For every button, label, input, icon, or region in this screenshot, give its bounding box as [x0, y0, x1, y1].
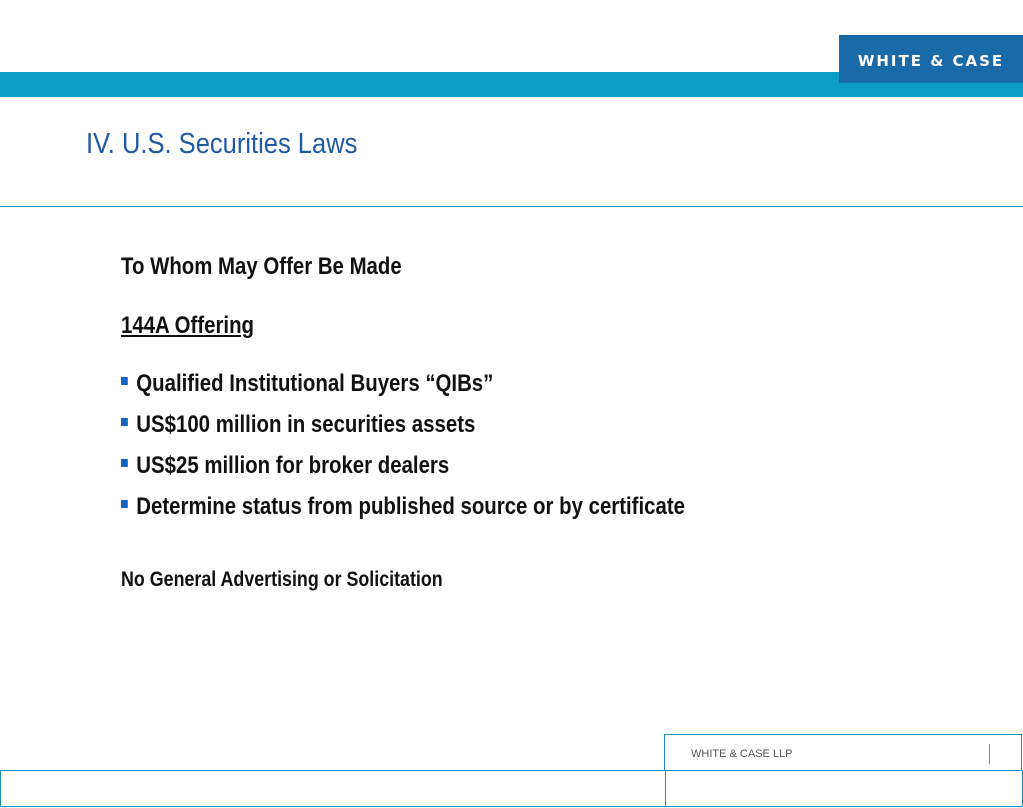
- footer-strip-divider: [665, 771, 666, 807]
- bullet-text: Qualified Institutional Buyers “QIBs”: [136, 370, 494, 397]
- slide-title: IV. U.S. Securities Laws: [86, 128, 358, 160]
- list-item: [121, 452, 449, 480]
- footer-firm-name: WHITE & CASE LLP: [691, 748, 793, 760]
- logo-text: WHITE & CASE: [857, 52, 1005, 70]
- list-item: [121, 493, 685, 521]
- square-bullet-icon: [121, 500, 128, 508]
- square-bullet-icon: [121, 459, 128, 467]
- bullet-text: US$100 million in securities assets: [136, 411, 476, 438]
- title-divider: [0, 206, 1023, 207]
- firm-logo: [839, 35, 1023, 83]
- section-subheading: 144A Offering: [121, 312, 255, 339]
- bullet-text: Determine status from published source or by certificate: [136, 493, 685, 520]
- square-bullet-icon: [121, 418, 128, 426]
- list-item: [121, 411, 475, 439]
- footer-divider: [989, 744, 990, 764]
- section-heading: To Whom May Offer Be Made: [121, 253, 402, 280]
- footer-label-box: [664, 734, 1022, 770]
- list-item: [121, 370, 493, 398]
- footer-strip: [0, 770, 1023, 807]
- closing-statement: No General Advertising or Solicitation: [121, 568, 443, 591]
- square-bullet-icon: [121, 377, 128, 385]
- bullet-text: US$25 million for broker dealers: [136, 452, 450, 479]
